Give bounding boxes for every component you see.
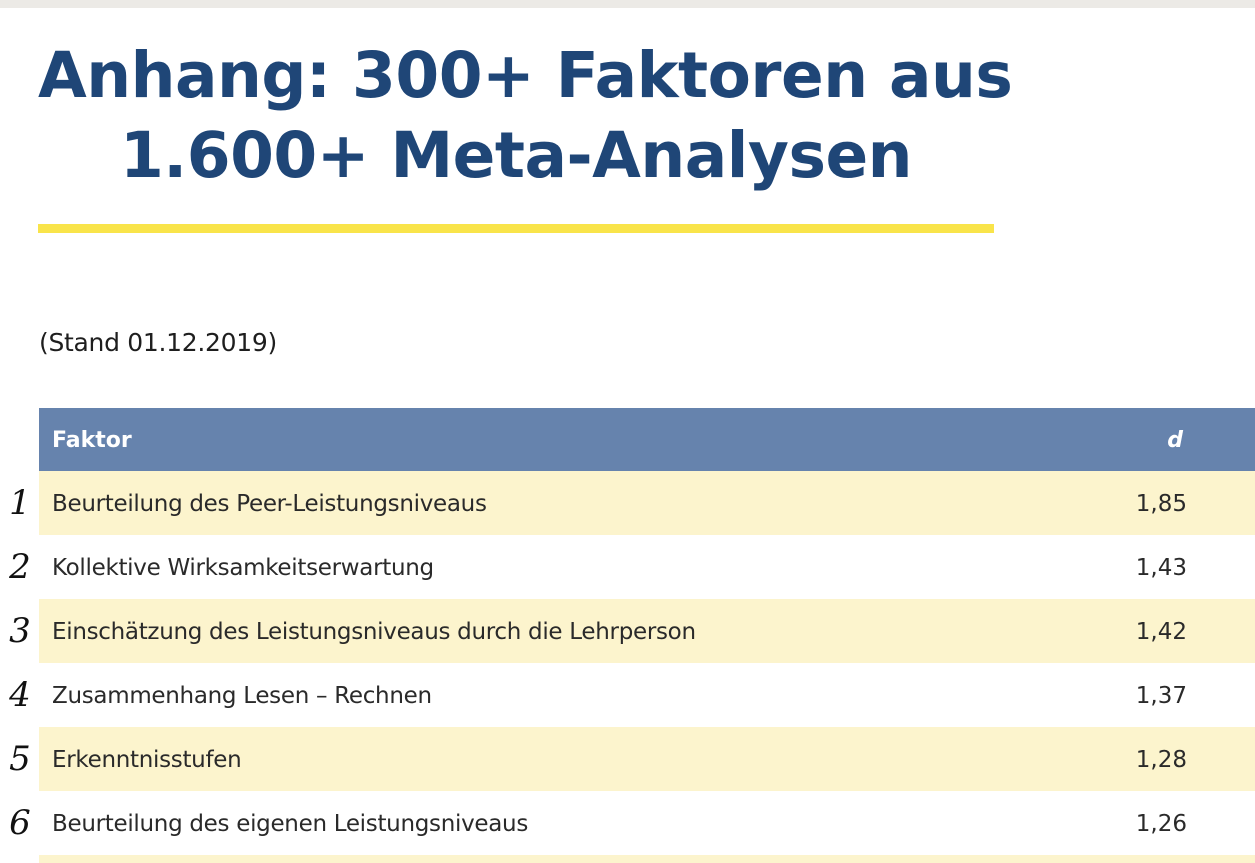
- stand-date: (Stand 01.12.2019): [39, 328, 277, 357]
- handwritten-number-3: 3: [9, 611, 31, 651]
- handwritten-number-2: 2: [9, 547, 31, 587]
- header-faktor: Faktor: [52, 428, 132, 453]
- row-faktor: Zusammenhang Lesen – Rechnen: [52, 683, 432, 709]
- table-row: [39, 535, 1255, 599]
- title-line-1: Anhang: 300+ Faktoren aus: [38, 39, 1013, 112]
- handwritten-number-4: 4: [9, 675, 31, 715]
- table-row: [39, 599, 1255, 663]
- row-faktor: Kollektive Wirksamkeitserwartung: [52, 555, 434, 581]
- table-row: [39, 471, 1255, 535]
- row-d-value: 1,26: [1135, 811, 1187, 837]
- row-d-value: 1,28: [1135, 747, 1187, 773]
- page-title: [38, 36, 1013, 196]
- title-line-2: 1.600+ Meta-Analysen: [119, 119, 913, 192]
- title-underline: [38, 224, 994, 233]
- table-row: [39, 727, 1255, 791]
- table-row: [39, 791, 1255, 855]
- row-d-value: 1,37: [1135, 683, 1187, 709]
- row-faktor: Beurteilung des eigenen Leistungsniveaus: [52, 811, 528, 837]
- row-faktor: Erkenntnisstufen: [52, 747, 242, 773]
- row-d-value: 1,43: [1135, 555, 1187, 581]
- handwritten-number-1: 1: [9, 483, 31, 523]
- handwritten-number-6: 6: [9, 803, 31, 843]
- row-d-value: 1,85: [1135, 491, 1187, 517]
- handwritten-number-5: 5: [9, 739, 31, 779]
- row-d-value: 1,42: [1135, 619, 1187, 645]
- row-faktor: Einschätzung des Leistungsniveaus durch die Lehrperson: [52, 619, 696, 645]
- table-header: [39, 408, 1255, 471]
- header-d: d: [1167, 428, 1183, 453]
- faktor-table: [39, 408, 1255, 863]
- table-row: [39, 663, 1255, 727]
- top-edge-strip: [0, 0, 1255, 8]
- row-faktor: Beurteilung des Peer-Leistungsniveaus: [52, 491, 487, 517]
